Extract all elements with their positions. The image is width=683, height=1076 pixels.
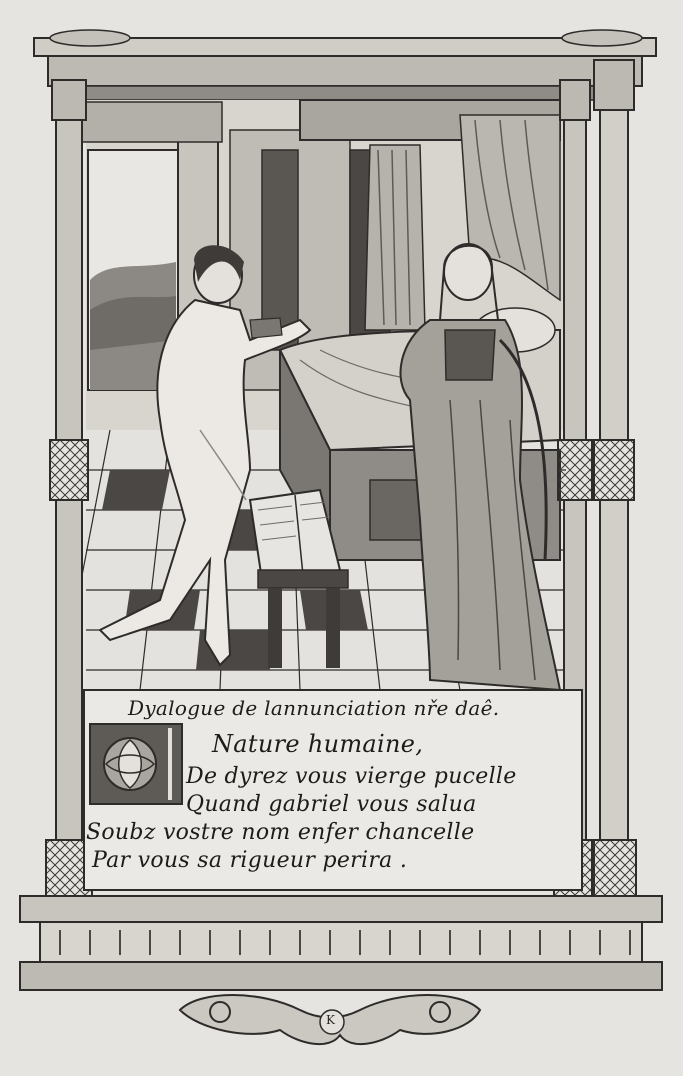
caption-line-3: Quand gabriel vous salua [186, 792, 477, 817]
caption-line-4: Soubz vostre nom enfer chancelle [86, 820, 475, 845]
caption-line-5: Par vous sa rigueur perira . [92, 848, 408, 873]
caption-line-1: Nature humaine, [212, 730, 424, 758]
caption-line-2: De dyrez vous vierge pucelle [186, 764, 517, 789]
decorated-initial [90, 724, 182, 804]
caption-heading: Dyalogue de lannunciation nře daê. [128, 696, 500, 720]
folio-mark: K [326, 1013, 335, 1027]
pedestal-base [20, 896, 662, 990]
